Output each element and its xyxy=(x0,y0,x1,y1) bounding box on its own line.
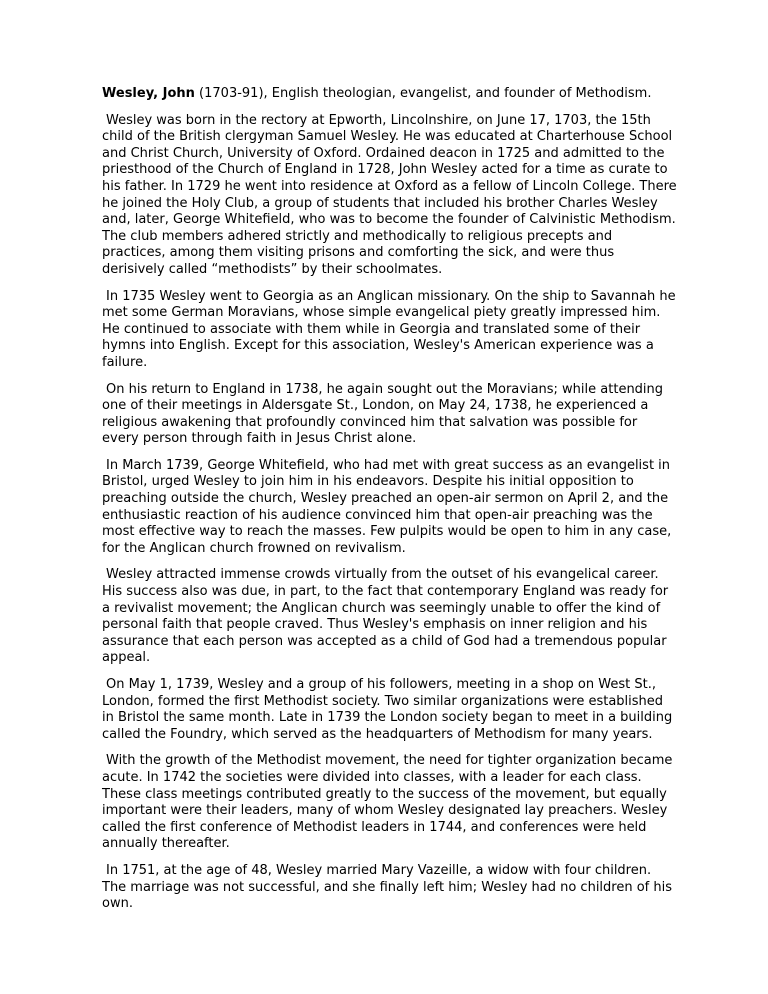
document-page xyxy=(102,86,677,923)
paragraph-crowds: Wesley attracted immense crowds virtually from the outset of his evangelical career. His success also was due, in part, to the fact that contemporary England was ready for a revivalist movement; the Anglican church was seemingly unable to offer the kind of personal faith that people craved. Thus Wesley's emphasis on inner religion and his assurance that each person was accepted as a child of God had a tremendous popular appeal. xyxy=(102,567,669,666)
article-intro xyxy=(102,86,677,103)
paragraph-marriage: In 1751, at the age of 48, Wesley married Mary Vazeille, a widow with four children. The marriage was not successful, and she finally left him; Wesley had no children of his own. xyxy=(102,862,673,912)
paragraph-early-life: Wesley was born in the rectory at Epworth, Lincolnshire, on June 17, 1703, the 15th child of the British clergyman Samuel Wesley. He was educated at Charterhouse School and Christ Church, University of Oxford. Ordained deacon in 1725 and admitted to the priesthood of the Church of England in 1728, John Wesley acted for a time as curate to his father. In 1729 he went into residence at Oxford as a fellow of Lincoln College. There he joined the Holy Club, a group of students that included his brother Charles Wesley and, later, George Whitefield, who was to become the founder of Calvinistic Methodism. The club members adhered strictly and methodically to religious precepts and practices, among them visiting prisons and comforting the sick, and were thus derisively called “methodists” by their schoolmates. xyxy=(102,112,677,277)
paragraph-first-society: On May 1, 1739, Wesley and a group of his followers, meeting in a shop on West St., London, formed the first Methodist society. Two similar organizations were established in Bristol the same month. Late in 1739 the London society began to meet in a building called the Foundry, which served as the headquarters of Methodism for many years. xyxy=(102,677,673,742)
article-intro-text: (1703-91), English theologian, evangelist, and founder of Methodism. xyxy=(194,86,652,101)
article-headword: Wesley, John xyxy=(102,86,195,101)
paragraph-georgia: In 1735 Wesley went to Georgia as an Anglican missionary. On the ship to Savannah he met some German Moravians, whose simple evangelical piety greatly impressed him. He continued to associate with them while in Georgia and translated some of their hymns into English. Except for this association, Wesley's American experience was a failure. xyxy=(102,288,676,370)
paragraph-awakening: On his return to England in 1738, he again sought out the Moravians; while attending one of their meetings in Aldersgate St., London, on May 24, 1738, he experienced a religious awakening that profoundly convinced him that salvation was possible for every person through faith in Jesus Christ alone. xyxy=(102,381,664,447)
paragraph-open-air-preaching: In March 1739, George Whitefield, who had met with great success as an evangelist in Bristol, urged Wesley to join him in his endeavors. Despite his initial opposition to preaching outside the church, Wesley preached an open-air sermon on April 2, and the enthusiastic reaction of his audience convinced him that open-air preaching was the most effective way to reach the masses. Few pulpits would be open to him in any case, for the Anglican church frowned on revivalism. xyxy=(102,457,672,556)
paragraph-organization: With the growth of the Methodist movement, the need for tighter organization became acute. In 1742 the societies were divided into classes, with a leader for each class. These class meetings contributed greatly to the success of the movement, but equally important were their leaders, many of whom Wesley designated lay preachers. Wesley called the first conference of Methodist leaders in 1744, and conferences were held annually thereafter. xyxy=(102,753,673,852)
